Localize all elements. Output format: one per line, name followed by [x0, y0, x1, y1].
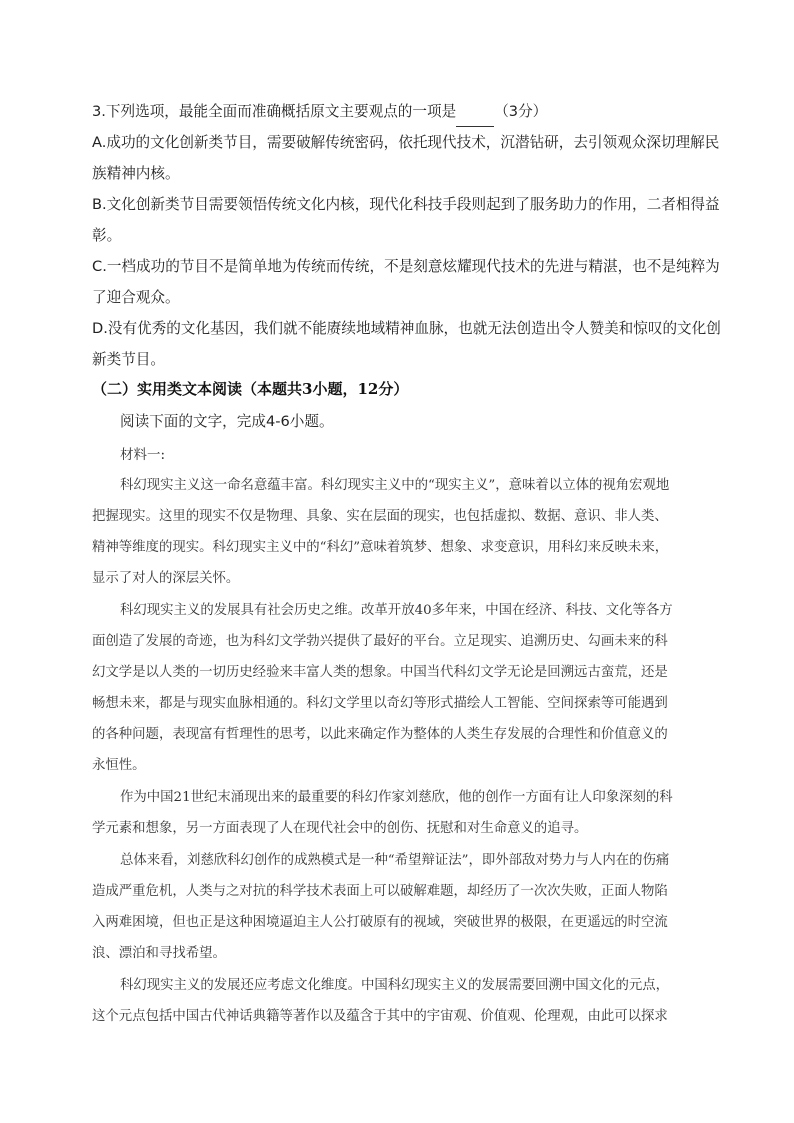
paragraph-4-line: 总体来看，刘慈欣科幻创作的成熟模式是一种“希望辩证法”，即外部敌对势力与人内在的伤痛	[120, 853, 670, 868]
section-heading: （二）实用类文本阅读（本题共3小题，12分）	[92, 380, 409, 398]
paragraph-5-line: 科幻现实主义的发展还应考虑文化维度。中国科幻现实主义的发展需要回溯中国文化的元点，	[120, 978, 670, 993]
option-c-line-1: C.一档成功的节目不是简单地为传统而传统，不是刻意炫耀现代技术的先进与精湛，也不是纯粹为	[92, 258, 720, 275]
paragraph-2-line: 永恒性。	[92, 758, 146, 773]
section-instruction: 阅读下面的文字，完成4-6小题。	[120, 413, 334, 430]
option-a-line-2: 族精神内核。	[92, 165, 180, 182]
paragraph-3-line: 学元素和想象，另一方面表现了人在现代社会中的创伤、抚慰和对生命意义的追寻。	[92, 821, 588, 836]
paragraph-4-line: 造成严重危机，人类与之对抗的科学技术表面上可以破解难题，却经历了一次次失败，正面人物陷	[92, 884, 668, 899]
material-label: 材料一:	[120, 447, 166, 463]
option-a-line-1: A.成功的文化创新类节目，需要破解传统密码，依托现代技术，沉潜钻研，去引领观众深切理解民	[92, 134, 720, 151]
question-3-stem	[92, 96, 712, 127]
paragraph-1-line: 把握现实。这里的现实不仅是物理、具象、实在层面的现实，也包括虚拟、数据、意识、非人类、	[92, 509, 668, 524]
option-b-line-2: 彰。	[92, 227, 122, 244]
question-3-score: （3分）	[494, 103, 548, 120]
paragraph-5	[92, 970, 702, 1032]
paragraph-1-line: 科幻现实主义这一命名意蕴丰富。科幻现实主义中的“现实主义”，意味着以立体的视角宏观地	[120, 478, 670, 493]
question-3-stem-text: 3.下列选项，最能全面而准确概括原文主要观点的一项是	[92, 103, 457, 120]
answer-blank	[456, 112, 494, 127]
paragraph-1	[92, 470, 702, 594]
paragraph-4	[92, 845, 702, 969]
paragraph-2-line: 幻文学是以人类的一切历史经验来丰富人类的想象。中国当代科幻文学无论是回溯远古蛮荒，还是	[92, 665, 668, 680]
paragraph-2-line: 的各种问题，表现富有哲理性的思考，以此来确定作为整体的人类生存发展的合理性和价值意义的	[92, 727, 668, 742]
paragraph-2-line: 畅想未来，都是与现实血脉相通的。科幻文学里以奇幻等形式描绘人工智能、空间探索等可能遇到	[92, 696, 668, 711]
option-d-line-1: D.没有优秀的文化基因，我们就不能赓续地域精神血脉，也就无法创造出令人赞美和惊叹的文化创	[92, 320, 721, 337]
paragraph-1-line: 显示了对人的深层关怀。	[92, 571, 240, 586]
option-c-line-2: 了迎合观众。	[92, 289, 180, 306]
paragraph-5-line: 这个元点包括中国古代神话典籍等著作以及蕴含于其中的宇宙观、价值观、伦理观，由此可以探求	[92, 1009, 668, 1024]
paragraph-4-line: 入两难困境，但也正是这种困境逼迫主人公打破原有的视域，突破世界的极限，在更遥远的时空流	[92, 915, 668, 930]
question-3	[92, 96, 721, 375]
paragraph-2-line: 科幻现实主义的发展具有社会历史之维。改革开放40多年来，中国在经济、科技、文化等各方	[120, 603, 673, 618]
paragraph-2-line: 面创造了发展的奇迹，也为科幻文学勃兴提供了最好的平台。立足现实、追溯历史、勾画未来的科	[92, 634, 668, 649]
paragraph-2	[92, 595, 702, 781]
paragraph-3	[92, 782, 702, 844]
option-d-line-2: 新类节目。	[92, 351, 165, 368]
option-b-line-1: B.文化创新类节目需要领悟传统文化内核，现代化科技手段则起到了服务助力的作用，二者相得益	[92, 196, 720, 213]
paragraph-1-line: 精神等维度的现实。科幻现实主义中的“科幻”意味着筑梦、想象、求变意识，用科幻来反映未来，	[92, 540, 669, 555]
paragraph-3-line: 作为中国21世纪末涌现出来的最重要的科幻作家刘慈欣，他的创作一方面有让人印象深刻的科	[120, 790, 673, 805]
paragraph-4-line: 浪、漂泊和寻找希望。	[92, 946, 226, 961]
